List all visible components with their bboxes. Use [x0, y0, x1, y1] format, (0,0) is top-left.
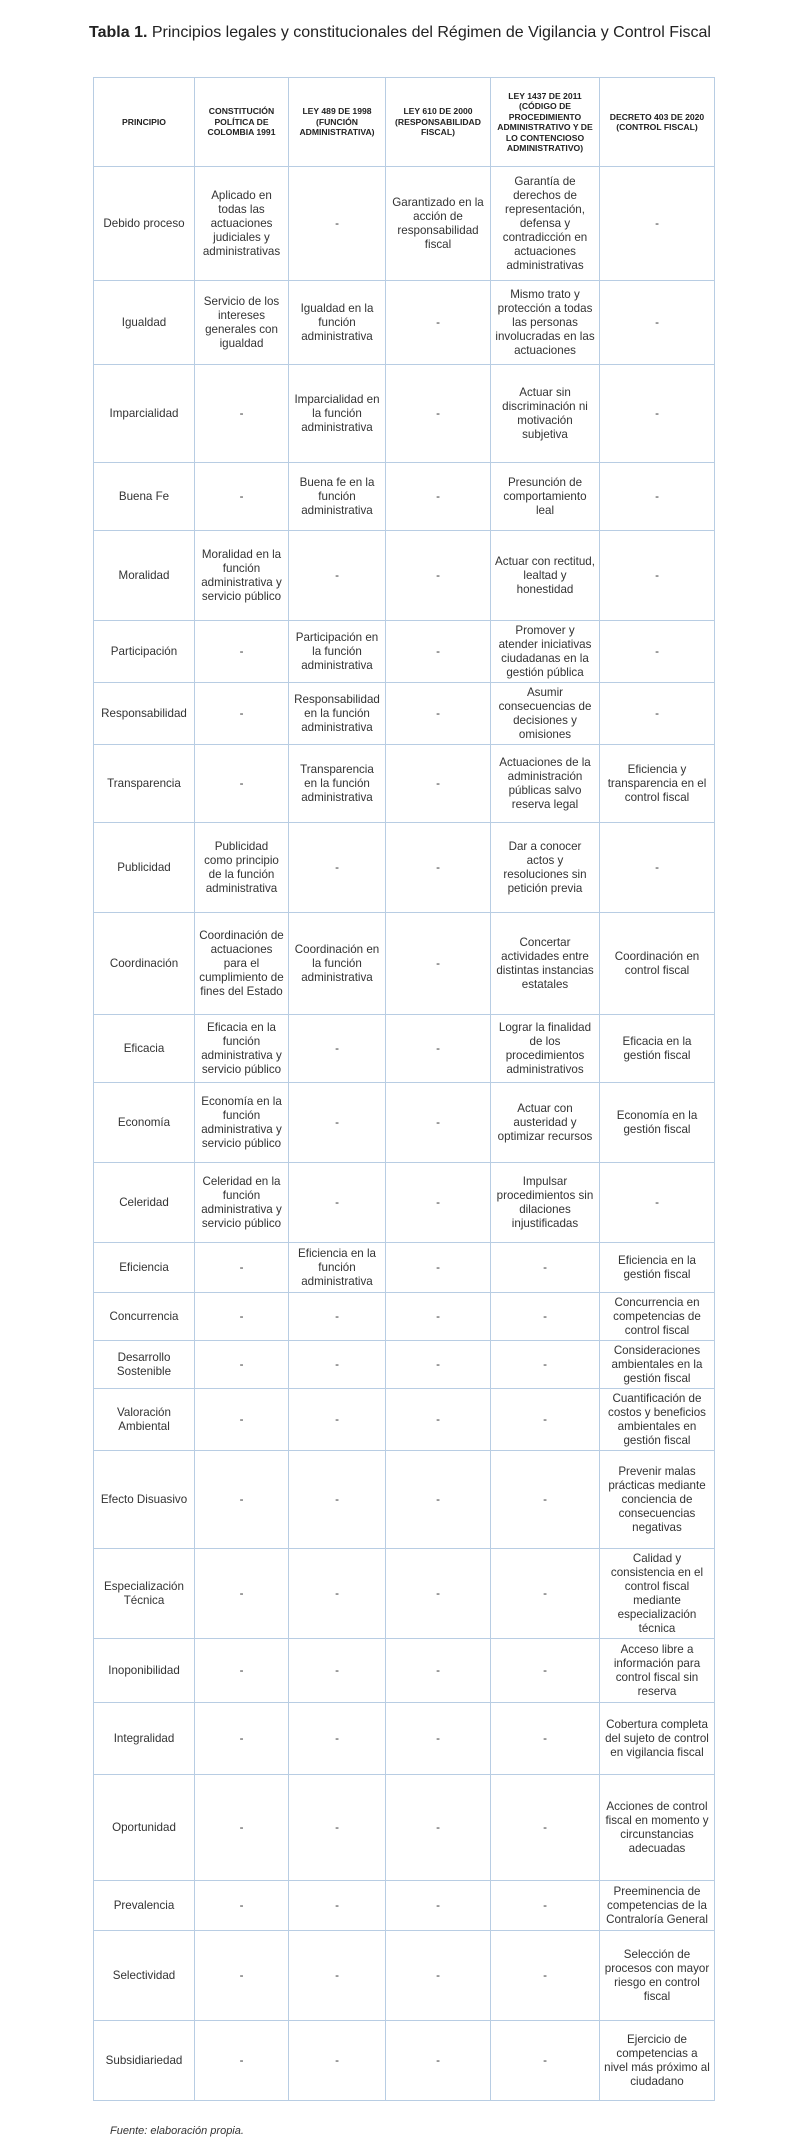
table-cell: Promover y atender iniciativas ciudadanas en la gestión pública	[491, 621, 600, 683]
table-cell: -	[195, 1703, 289, 1775]
table-cell: Lograr la finalidad de los procedimientos administrativos	[491, 1015, 600, 1083]
column-header: LEY 1437 DE 2011 (CÓDIGO DE PROCEDIMIENTO ADMINISTRATIVO Y DE LO CONTENCIOSO ADMINISTRATIVO)	[491, 78, 600, 167]
table-cell: -	[195, 1931, 289, 2021]
table-cell: -	[195, 1549, 289, 1639]
principles-table-wrapper	[93, 77, 714, 2101]
table-cell: -	[289, 167, 386, 281]
table-cell: Eficiencia y transparencia en el control fiscal	[600, 745, 715, 823]
table-source-note: Fuente: elaboración propia.	[110, 2125, 244, 2137]
principle-cell: Prevalencia	[94, 1881, 195, 1931]
table-cell: Eficacia en la función administrativa y servicio público	[195, 1015, 289, 1083]
table-cell: -	[195, 1293, 289, 1341]
table-cell: -	[195, 1881, 289, 1931]
table-cell: Prevenir malas prácticas mediante conciencia de consecuencias negativas	[600, 1451, 715, 1549]
table-cell: Mismo trato y protección a todas las personas involucradas en las actuaciones	[491, 281, 600, 365]
table-row	[94, 1341, 715, 1389]
table-cell: Moralidad en la función administrativa y servicio público	[195, 531, 289, 621]
table-cell: -	[289, 531, 386, 621]
table-row	[94, 1639, 715, 1703]
table-cell: -	[600, 683, 715, 745]
table-cell: Garantía de derechos de representación, defensa y contradicción en actuaciones administrativas	[491, 167, 600, 281]
table-cell: Asumir consecuencias de decisiones y omisiones	[491, 683, 600, 745]
table-row	[94, 531, 715, 621]
table-caption	[0, 24, 800, 42]
table-cell: Actuaciones de la administración públicas salvo reserva legal	[491, 745, 600, 823]
table-cell: Presunción de comportamiento leal	[491, 463, 600, 531]
table-cell: -	[289, 1163, 386, 1243]
table-cell: Cuantificación de costos y beneficios ambientales en gestión fiscal	[600, 1389, 715, 1451]
principle-cell: Transparencia	[94, 745, 195, 823]
principle-cell: Inoponibilidad	[94, 1639, 195, 1703]
table-cell: -	[491, 1389, 600, 1451]
table-cell: -	[386, 1549, 491, 1639]
table-cell: -	[491, 1881, 600, 1931]
table-row	[94, 1549, 715, 1639]
principles-table	[93, 77, 715, 2101]
table-cell: -	[491, 1703, 600, 1775]
table-cell: -	[195, 463, 289, 531]
column-header: PRINCIPIO	[94, 78, 195, 167]
principle-cell: Imparcialidad	[94, 365, 195, 463]
table-cell: Eficacia en la gestión fiscal	[600, 1015, 715, 1083]
table-cell: -	[195, 745, 289, 823]
table-cell: -	[195, 1341, 289, 1389]
column-header: LEY 489 DE 1998 (FUNCIÓN ADMINISTRATIVA)	[289, 78, 386, 167]
table-cell: -	[491, 2021, 600, 2101]
table-cell: -	[386, 463, 491, 531]
table-row	[94, 823, 715, 913]
table-cell: Economía en la gestión fiscal	[600, 1083, 715, 1163]
table-cell: Cobertura completa del sujeto de control en vigilancia fiscal	[600, 1703, 715, 1775]
table-cell: Aplicado en todas las actuaciones judiciales y administrativas	[195, 167, 289, 281]
table-cell: -	[600, 463, 715, 531]
table-cell: Concertar actividades entre distintas instancias estatales	[491, 913, 600, 1015]
principle-cell: Publicidad	[94, 823, 195, 913]
table-row	[94, 463, 715, 531]
table-cell: -	[386, 1293, 491, 1341]
table-row	[94, 1881, 715, 1931]
table-cell: Transparencia en la función administrativa	[289, 745, 386, 823]
table-cell: -	[289, 2021, 386, 2101]
table-cell: -	[491, 1549, 600, 1639]
table-cell: -	[386, 1389, 491, 1451]
table-cell: -	[600, 621, 715, 683]
table-cell: -	[386, 683, 491, 745]
table-cell: Ejercicio de competencias a nivel más próximo al ciudadano	[600, 2021, 715, 2101]
table-row	[94, 1451, 715, 1549]
table-cell: -	[386, 745, 491, 823]
table-cell: Actuar con rectitud, lealtad y honestidad	[491, 531, 600, 621]
table-cell: Economía en la función administrativa y servicio público	[195, 1083, 289, 1163]
table-cell: -	[195, 1389, 289, 1451]
table-cell: Eficiencia en la gestión fiscal	[600, 1243, 715, 1293]
principle-cell: Concurrencia	[94, 1293, 195, 1341]
table-cell: Garantizado en la acción de responsabilidad fiscal	[386, 167, 491, 281]
table-cell: Celeridad en la función administrativa y servicio público	[195, 1163, 289, 1243]
table-cell: -	[491, 1639, 600, 1703]
principle-cell: Oportunidad	[94, 1775, 195, 1881]
table-row	[94, 365, 715, 463]
table-cell: Eficiencia en la función administrativa	[289, 1243, 386, 1293]
table-cell: -	[195, 683, 289, 745]
table-cell: -	[386, 1341, 491, 1389]
table-cell: -	[386, 531, 491, 621]
table-body	[94, 167, 715, 2101]
table-cell: Servicio de los intereses generales con igualdad	[195, 281, 289, 365]
table-row	[94, 2021, 715, 2101]
table-cell: Dar a conocer actos y resoluciones sin petición previa	[491, 823, 600, 913]
table-cell: -	[289, 1639, 386, 1703]
table-row	[94, 1163, 715, 1243]
table-cell: -	[386, 913, 491, 1015]
table-row	[94, 281, 715, 365]
table-cell: Acceso libre a información para control fiscal sin reserva	[600, 1639, 715, 1703]
principle-cell: Especialización Técnica	[94, 1549, 195, 1639]
table-cell: Consideraciones ambientales en la gestión fiscal	[600, 1341, 715, 1389]
column-header: LEY 610 DE 2000 (RESPONSABILIDAD FISCAL)	[386, 78, 491, 167]
table-row	[94, 167, 715, 281]
table-cell: Preeminencia de competencias de la Contraloría General	[600, 1881, 715, 1931]
table-cell: Calidad y consistencia en el control fiscal mediante especialización técnica	[600, 1549, 715, 1639]
table-cell: Publicidad como principio de la función administrativa	[195, 823, 289, 913]
table-cell: -	[289, 1931, 386, 2021]
principle-cell: Eficacia	[94, 1015, 195, 1083]
table-cell: Coordinación de actuaciones para el cumplimiento de fines del Estado	[195, 913, 289, 1015]
table-cell: Concurrencia en competencias de control fiscal	[600, 1293, 715, 1341]
table-row	[94, 683, 715, 745]
table-cell: Actuar sin discriminación ni motivación subjetiva	[491, 365, 600, 463]
table-row	[94, 1293, 715, 1341]
principle-cell: Buena Fe	[94, 463, 195, 531]
table-cell: -	[386, 281, 491, 365]
column-header: DECRETO 403 DE 2020 (CONTROL FISCAL)	[600, 78, 715, 167]
table-cell: Imparcialidad en la función administrativa	[289, 365, 386, 463]
table-row	[94, 913, 715, 1015]
table-cell: Coordinación en la función administrativa	[289, 913, 386, 1015]
table-cell: Buena fe en la función administrativa	[289, 463, 386, 531]
table-row	[94, 1083, 715, 1163]
table-cell: -	[195, 1639, 289, 1703]
table-cell: -	[491, 1341, 600, 1389]
table-cell: -	[386, 1775, 491, 1881]
principle-cell: Economía	[94, 1083, 195, 1163]
table-cell: -	[600, 167, 715, 281]
table-cell: Acciones de control fiscal en momento y circunstancias adecuadas	[600, 1775, 715, 1881]
column-header: CONSTITUCIÓN POLÍTICA DE COLOMBIA 1991	[195, 78, 289, 167]
principle-cell: Responsabilidad	[94, 683, 195, 745]
table-cell: -	[386, 365, 491, 463]
table-cell: Coordinación en control fiscal	[600, 913, 715, 1015]
table-cell: -	[195, 2021, 289, 2101]
table-cell: -	[386, 1243, 491, 1293]
table-cell: -	[289, 1293, 386, 1341]
table-cell: -	[386, 1639, 491, 1703]
principle-cell: Integralidad	[94, 1703, 195, 1775]
table-cell: -	[289, 1341, 386, 1389]
table-cell: -	[386, 2021, 491, 2101]
table-cell: -	[386, 1451, 491, 1549]
principle-cell: Selectividad	[94, 1931, 195, 2021]
table-cell: -	[600, 823, 715, 913]
table-cell: -	[195, 1243, 289, 1293]
table-cell: -	[600, 531, 715, 621]
table-cell: -	[195, 621, 289, 683]
table-cell: -	[491, 1243, 600, 1293]
table-cell: Selección de procesos con mayor riesgo en control fiscal	[600, 1931, 715, 2021]
table-cell: -	[386, 823, 491, 913]
principle-cell: Subsidiariedad	[94, 2021, 195, 2101]
principle-cell: Eficiencia	[94, 1243, 195, 1293]
table-cell: -	[289, 1881, 386, 1931]
principle-cell: Desarrollo Sostenible	[94, 1341, 195, 1389]
table-cell: Impulsar procedimientos sin dilaciones injustificadas	[491, 1163, 600, 1243]
table-row	[94, 1389, 715, 1451]
principle-cell: Celeridad	[94, 1163, 195, 1243]
principle-cell: Coordinación	[94, 913, 195, 1015]
table-cell: -	[386, 1083, 491, 1163]
table-cell: -	[289, 1389, 386, 1451]
principle-cell: Valoración Ambiental	[94, 1389, 195, 1451]
table-cell: -	[491, 1293, 600, 1341]
table-cell: -	[386, 1931, 491, 2021]
table-row	[94, 1015, 715, 1083]
table-cell: -	[289, 1549, 386, 1639]
table-cell: -	[289, 1775, 386, 1881]
table-row	[94, 1243, 715, 1293]
table-cell: -	[386, 1703, 491, 1775]
table-cell: Participación en la función administrativa	[289, 621, 386, 683]
table-cell: -	[289, 1703, 386, 1775]
table-cell: Actuar con austeridad y optimizar recursos	[491, 1083, 600, 1163]
principle-cell: Moralidad	[94, 531, 195, 621]
table-row	[94, 745, 715, 823]
table-cell: -	[600, 281, 715, 365]
table-row	[94, 1931, 715, 2021]
principle-cell: Debido proceso	[94, 167, 195, 281]
table-cell: -	[289, 1451, 386, 1549]
table-cell: -	[491, 1451, 600, 1549]
caption-title: Principios legales y constitucionales del Régimen de Vigilancia y Control Fiscal	[151, 24, 711, 41]
table-cell: Responsabilidad en la función administrativa	[289, 683, 386, 745]
table-row	[94, 621, 715, 683]
table-cell: -	[600, 1163, 715, 1243]
table-row	[94, 1775, 715, 1881]
principle-cell: Efecto Disuasivo	[94, 1451, 195, 1549]
table-cell: -	[289, 1083, 386, 1163]
table-cell: -	[195, 1775, 289, 1881]
table-cell: -	[600, 365, 715, 463]
table-cell: -	[386, 1163, 491, 1243]
table-cell: -	[386, 1881, 491, 1931]
table-cell: -	[386, 621, 491, 683]
table-cell: -	[289, 823, 386, 913]
table-row	[94, 1703, 715, 1775]
table-cell: -	[195, 365, 289, 463]
table-header-row	[94, 78, 715, 167]
principle-cell: Igualdad	[94, 281, 195, 365]
caption-label: Tabla 1.	[89, 24, 148, 41]
table-cell: -	[491, 1775, 600, 1881]
table-cell: -	[386, 1015, 491, 1083]
table-cell: -	[289, 1015, 386, 1083]
principle-cell: Participación	[94, 621, 195, 683]
table-cell: -	[491, 1931, 600, 2021]
table-cell: -	[195, 1451, 289, 1549]
table-cell: Igualdad en la función administrativa	[289, 281, 386, 365]
